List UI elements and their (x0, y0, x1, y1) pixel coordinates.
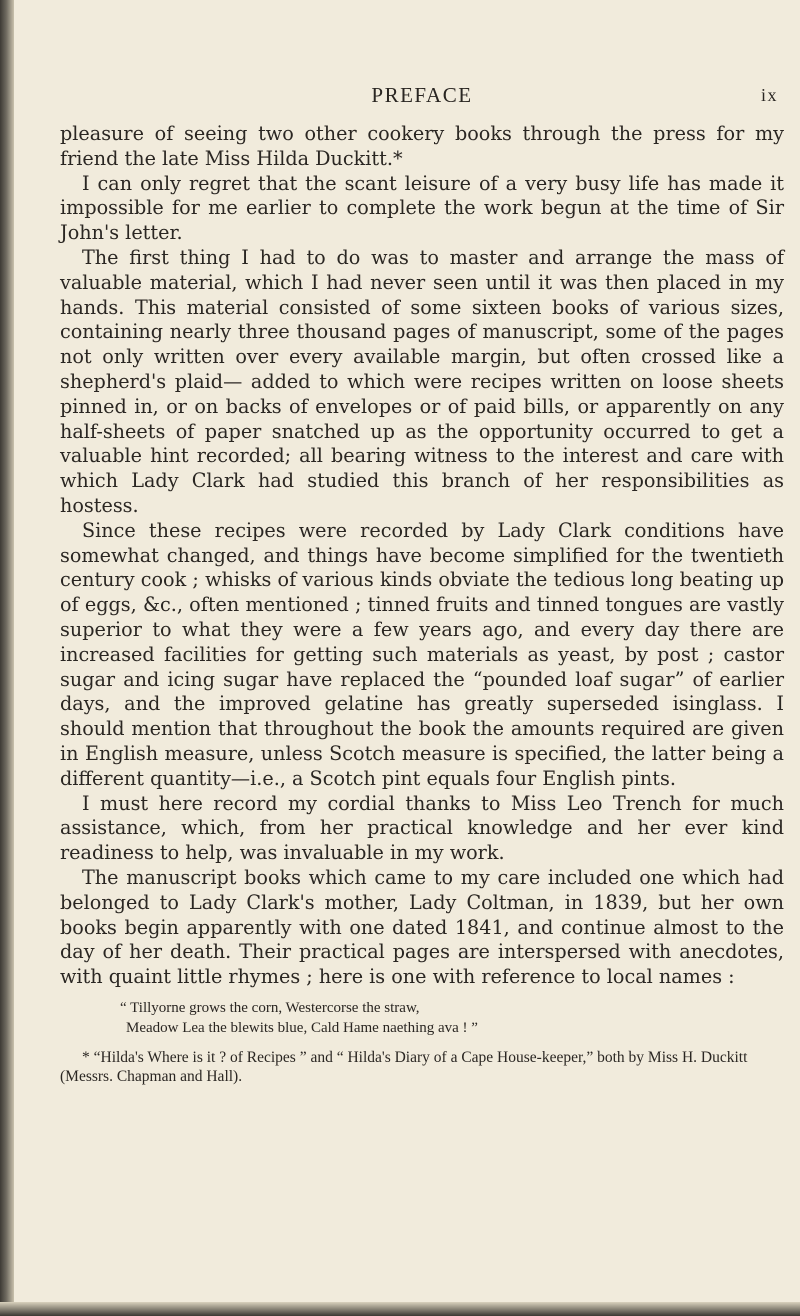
paragraph: The first thing I had to do was to master and arrange the mass of valuable material, which I had never seen until it was then placed in my hands. This material consisted of some sixteen books of various sizes, containing nearly three thousand pages of manuscript, some of the pages not only written over every available margin, but often crossed like a shepherd's plaid— added to which were recipes written on loose sheets pinned in, or on backs of envelopes or of paid bills, or apparently on any half-sheets of paper snatched up as the opportunity occurred to get a valuable hint recorded; all bearing witness to the interest and care with which Lady Clark had studied this branch of her responsibilities as hostess. (60, 245, 784, 517)
paragraph: I must here record my cordial thanks to Miss Leo Trench for much assistance, which, from her practical knowledge and her ever kind readiness to help, was invaluable in my work. (60, 791, 784, 865)
footnote: * “Hilda's Where is it ? of Recipes ” and “ Hilda's Diary of a Cape House-keeper,” both by Miss H. Duckitt (Messrs. Chapman and Hall). (60, 1048, 748, 1085)
verse-line: Meadow Lea the blewits blue, Cald Hame naething ava ! ” (126, 1019, 478, 1036)
book-page (60, 82, 784, 1086)
running-header (60, 82, 784, 108)
paragraph: The manuscript books which came to my care included one which had belonged to Lady Clark's mother, Lady Coltman, in 1839, but her own books begin apparently with one dated 1841, and continue almost to the day of her death. Their practical pages are interspersed with anecdotes, with quaint little rhymes ; here is one with reference to local names : (60, 865, 784, 989)
verse-quote (120, 998, 784, 1038)
book-binding-edge (0, 0, 14, 1316)
page-body (60, 122, 784, 1086)
page-number: ix (760, 85, 778, 105)
page-bottom-edge (0, 1302, 800, 1316)
paragraph: I can only regret that the scant leisure of a very busy life has made it impossible for me earlier to complete the work begun at the time of Sir John's letter. (60, 171, 784, 245)
page-title: PREFACE (371, 83, 473, 107)
paragraph: Since these recipes were recorded by Lady Clark conditions have somewhat changed, and things have become simplified for the twentieth century cook ; whisks of various kinds obviate the tedious long beating up of eggs, &c., often mentioned ; tinned fruits and tinned tongues are vastly superior to what they were a few years ago, and every day there are increased facilities for getting such materials as yeast, by post ; castor sugar and icing sugar have replaced the “pounded loaf sugar” of earlier days, and the improved gelatine has greatly superseded isinglass. I should mention that throughout the book the amounts required are given in English measure, unless Scotch measure is specified, the latter being a different quantity—i.e., a Scotch pint equals four English pints. (60, 518, 784, 790)
verse-line: “ Tillyorne grows the corn, Westercorse the straw, (120, 999, 420, 1016)
paragraph: pleasure of seeing two other cookery books through the press for my friend the late Miss Hilda Duckitt.* (60, 122, 784, 170)
